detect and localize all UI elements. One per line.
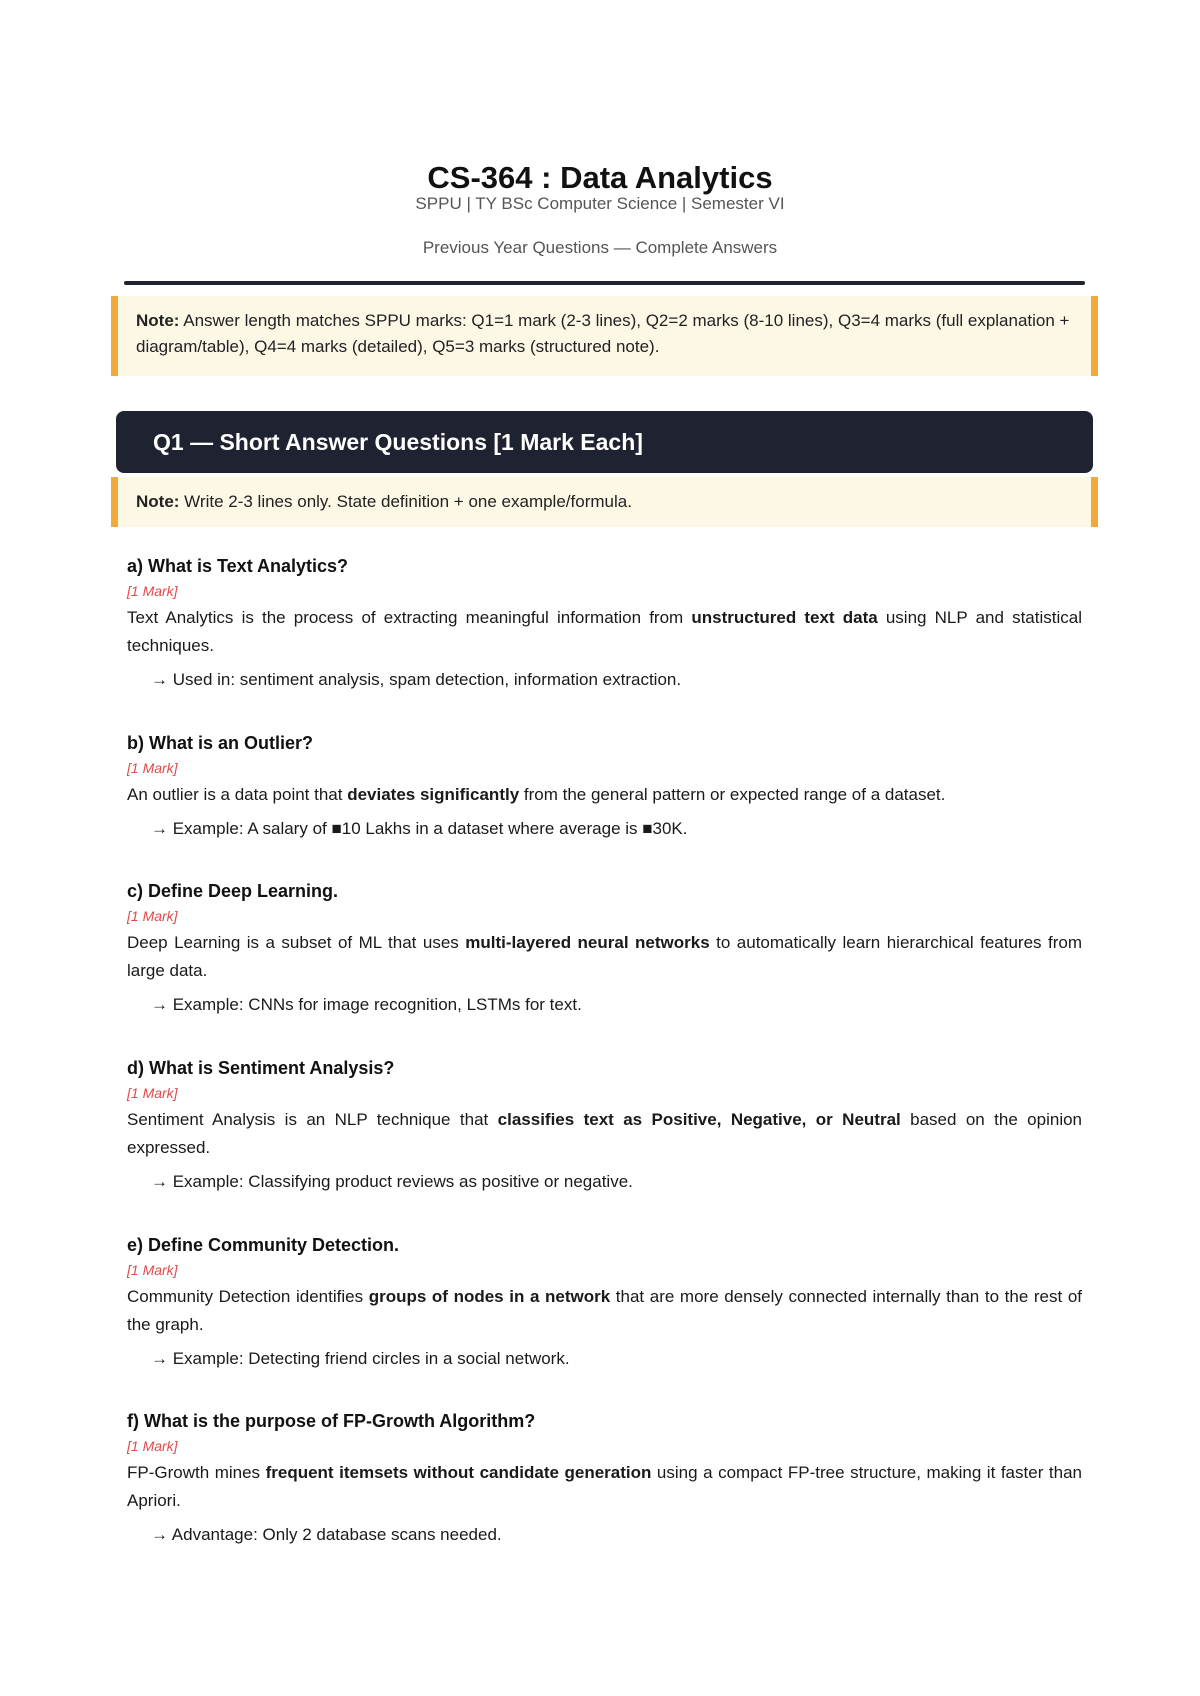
answer-text: FP-Growth mines [127, 1463, 266, 1482]
question-example: → Example: A salary of ■10 Lakhs in a dataset where average is ■30K. [151, 819, 688, 838]
answer-keyword: classifies text as Positive, Negative, or Neutral [497, 1110, 901, 1129]
question-answer [127, 604, 1082, 660]
note-label: Note: [136, 492, 180, 511]
question-e [127, 1233, 1082, 1373]
answer-keyword: unstructured text data [691, 608, 878, 627]
answer-text: using NLP and statistical techniques. [127, 608, 1082, 655]
answer-text: that are more densely connected internally than to the rest of the graph. [127, 1287, 1082, 1334]
document-subtitle: SPPU | TY BSc Computer Science | Semester VI [415, 194, 785, 213]
answer-text: Deep Learning is a subset of ML that uses [127, 933, 466, 952]
answer-keyword: multi-layered neural networks [465, 933, 710, 952]
document-tagline: Previous Year Questions — Complete Answers [422, 238, 778, 257]
note-text: Write 2-3 lines only. State definition + one example/formula. [179, 492, 632, 511]
answer-text: Sentiment Analysis is an NLP technique that [127, 1110, 498, 1129]
answer-keyword: deviates significantly [347, 785, 520, 804]
question-answer [127, 1283, 1082, 1339]
question-a [127, 554, 1082, 694]
section-note-box [111, 477, 1098, 527]
marks-note-box [111, 296, 1098, 376]
document-title: CS-364 : Data Analytics [427, 160, 773, 195]
question-answer [127, 1106, 1082, 1162]
question-title: f) What is the purpose of FP-Growth Algorithm? [127, 1411, 536, 1431]
question-title: a) What is Text Analytics? [127, 556, 349, 576]
answer-keyword: frequent itemsets without candidate generation [265, 1463, 652, 1482]
question-d [127, 1056, 1082, 1196]
question-c [127, 879, 1082, 1019]
question-example: → Example: Classifying product reviews as positive or negative. [151, 1172, 633, 1191]
answer-text: An outlier is a data point that [127, 785, 348, 804]
question-answer [127, 781, 1082, 809]
question-example: → Used in: sentiment analysis, spam detection, information extraction. [151, 670, 682, 689]
answer-text: Text Analytics is the process of extracting meaningful information from [127, 608, 692, 627]
question-marks: [1 Mark] [127, 760, 178, 776]
section-header-q1: Q1 — Short Answer Questions [1 Mark Each] [116, 411, 1093, 473]
question-example: → Example: Detecting friend circles in a social network. [151, 1349, 570, 1368]
question-marks: [1 Mark] [127, 1438, 178, 1454]
answer-text: using a compact FP-tree structure, making it faster than Apriori. [127, 1463, 1082, 1510]
question-answer [127, 1459, 1082, 1515]
header-divider [124, 281, 1085, 285]
question-marks: [1 Mark] [127, 1085, 178, 1101]
answer-text: to automatically learn hierarchical features from large data. [127, 933, 1083, 980]
question-b [127, 731, 1082, 843]
answer-text: Community Detection identifies [127, 1287, 369, 1306]
question-example: → Example: CNNs for image recognition, LSTMs for text. [151, 995, 582, 1014]
question-title: d) What is Sentiment Analysis? [127, 1058, 395, 1078]
question-title: e) Define Community Detection. [127, 1235, 400, 1255]
document-header [0, 160, 1200, 196]
note-label: Note: [136, 311, 180, 330]
question-marks: [1 Mark] [127, 1262, 178, 1278]
question-f [127, 1409, 1082, 1549]
note-text: Answer length matches SPPU marks: Q1=1 mark (2-3 lines), Q2=2 marks (8-10 lines), Q3=4 marks (full explanation + diagram/table), Q4=4 marks (detailed), Q5=3 marks (structured note). [136, 311, 1070, 356]
question-example: → Advantage: Only 2 database scans needed. [151, 1525, 502, 1544]
answer-text: from the general pattern or expected range of a dataset. [519, 785, 946, 804]
question-title: b) What is an Outlier? [127, 733, 314, 753]
question-marks: [1 Mark] [127, 908, 178, 924]
answer-text: based on the opinion expressed. [127, 1110, 1082, 1157]
question-answer [127, 929, 1082, 985]
question-title: c) Define Deep Learning. [127, 881, 339, 901]
question-marks: [1 Mark] [127, 583, 178, 599]
answer-keyword: groups of nodes in a network [368, 1287, 611, 1306]
